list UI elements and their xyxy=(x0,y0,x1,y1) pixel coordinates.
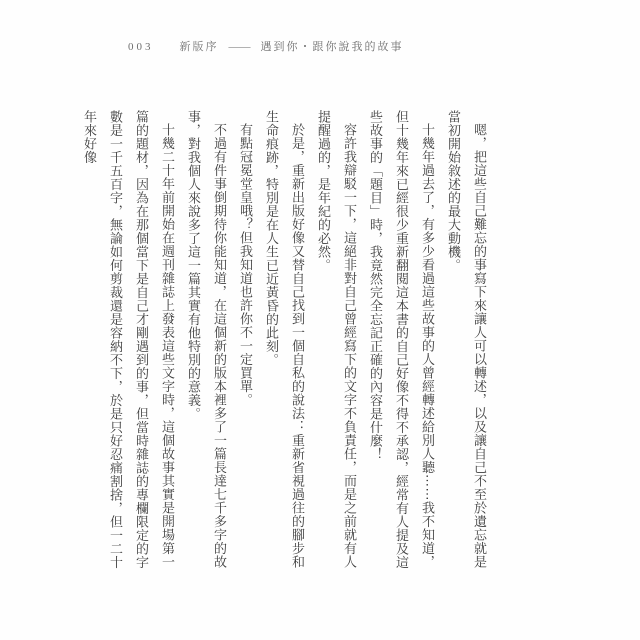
paragraph: 於是，重新出版好像又替自己找到一個自私的說法：重新省視過往的腳步和生命痕跡，特別是在人生已近黃昏的此刻。 xyxy=(264,110,305,569)
paragraph: 十幾年過去了，有多少看過這些故事的人曾經轉述給別人聽⋯⋯我不知道，但十幾年來已經很少重新翻閱這本書的自己好像不得不承認，經常有人提及這些故事的「題目」時，我竟然完全忘記正確的內容是什麼！ xyxy=(368,110,435,569)
chapter-title: 新版序 xyxy=(179,41,219,53)
header-dash: —— xyxy=(228,41,251,53)
book-title: 遇到你・跟你說我的故事 xyxy=(260,41,404,53)
body-text xyxy=(82,110,492,580)
paragraph: 十幾二十年前開始在週刊雜誌上發表這些文字時，這個故事其實是開場第一篇的題材，因為在那個當下是自己才剛遇到的事，但當時雜誌的專欄限定的字數是一千五百字，無論如何剪裁還是容納不下，於是只好忍痛割捨，但一二十年來好像 xyxy=(82,110,175,569)
page-number: 003 xyxy=(128,41,154,53)
running-header xyxy=(128,38,404,54)
paragraph: 有點冠冕堂皇哦？但我知道也許你不一定買單。 xyxy=(238,123,253,407)
paragraph: 容許我辯駁一下，這絕非對自己曾經寫下的文字不負責任，而是之前就有人提醒過的，是年紀的必然。 xyxy=(316,110,357,569)
paragraph: 不過有件事倒期待你能知道，在這個新的版本裡多了一篇長達七千多字的故事，對我個人來說多了這一篇其實有他特別的意義。 xyxy=(186,110,227,569)
paragraph: 嗯，把這些自己難忘的事寫下來讓人可以轉述，以及讓自己不至於遺忘就是當初開始敘述的最大動機。 xyxy=(446,110,487,569)
